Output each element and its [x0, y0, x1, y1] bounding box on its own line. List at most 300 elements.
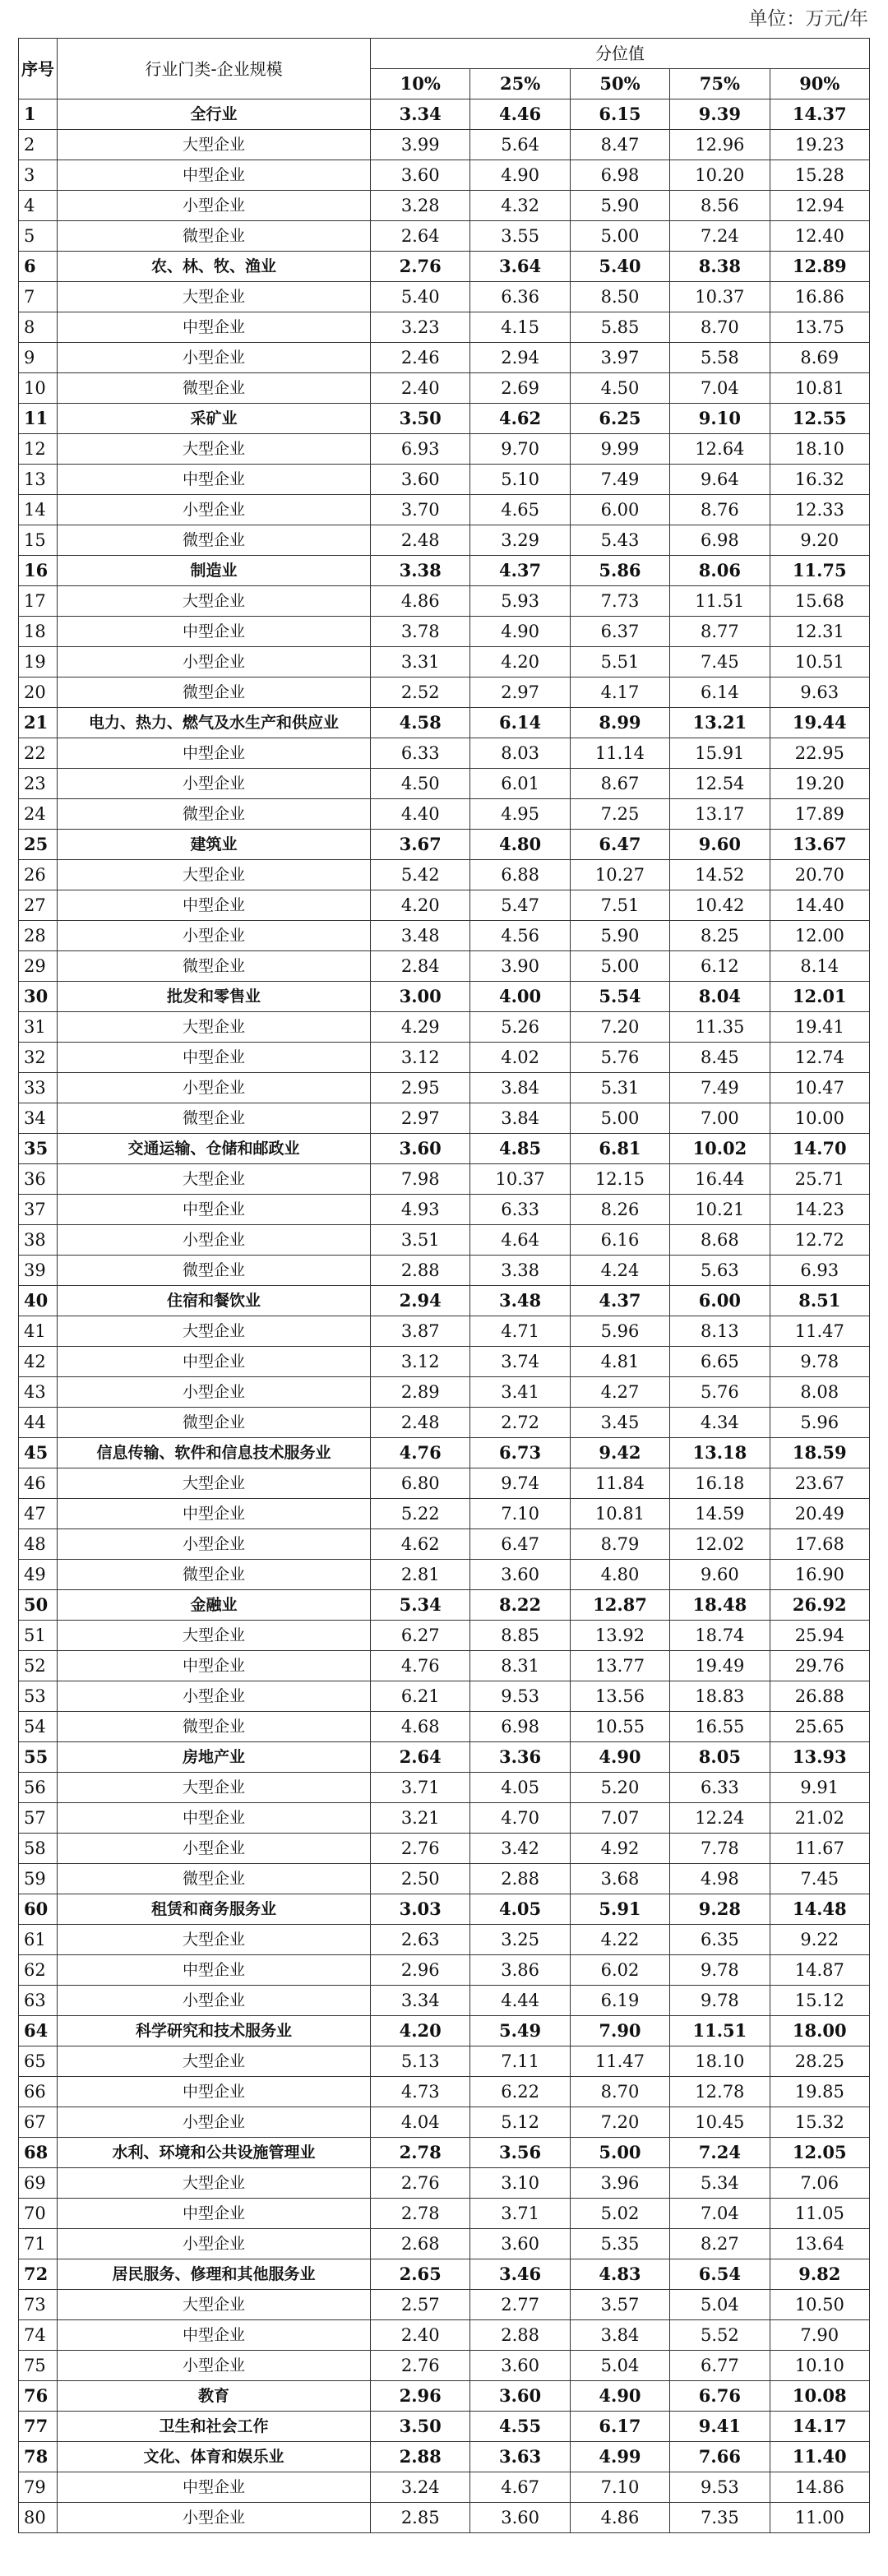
- value-q25: 6.14: [470, 708, 570, 738]
- value-q25: 7.11: [470, 2046, 570, 2077]
- value-q25: 3.64: [470, 252, 570, 282]
- value-q90: 8.51: [770, 1286, 869, 1316]
- table-row: [19, 1986, 870, 2016]
- value-q50: 6.16: [570, 1225, 669, 1256]
- value-q50: 4.81: [570, 1347, 669, 1377]
- row-number: 63: [19, 1986, 58, 2016]
- table-row: [19, 2168, 870, 2199]
- value-q25: 4.05: [470, 1773, 570, 1803]
- value-q25: 4.32: [470, 191, 570, 221]
- header-q90: 90%: [770, 69, 869, 99]
- value-q75: 5.52: [670, 2320, 770, 2351]
- table-row: [19, 191, 870, 221]
- value-q10: 4.86: [371, 586, 470, 617]
- value-q25: 4.55: [470, 2412, 570, 2442]
- row-number: 73: [19, 2290, 58, 2320]
- value-q10: 4.20: [371, 890, 470, 921]
- value-q90: 12.94: [770, 191, 869, 221]
- value-q90: 12.33: [770, 495, 869, 525]
- table-row: [19, 586, 870, 617]
- value-q25: 2.97: [470, 678, 570, 708]
- table-row: [19, 1864, 870, 1894]
- table-row: [19, 2412, 870, 2442]
- value-q90: 12.31: [770, 617, 869, 647]
- row-number: 9: [19, 343, 58, 373]
- table-row: [19, 1560, 870, 1590]
- table-row: [19, 1681, 870, 1712]
- value-q10: 2.88: [371, 2442, 470, 2472]
- row-number: 8: [19, 312, 58, 343]
- value-q50: 4.37: [570, 1286, 669, 1316]
- value-q50: 5.86: [570, 556, 669, 586]
- value-q25: 4.46: [470, 99, 570, 130]
- value-q50: 3.68: [570, 1864, 669, 1894]
- value-q25: 2.88: [470, 1864, 570, 1894]
- industry-name: 小型企业: [58, 769, 371, 799]
- value-q25: 3.60: [470, 2381, 570, 2412]
- value-q75: 11.35: [670, 1012, 770, 1043]
- value-q10: 4.04: [371, 2107, 470, 2138]
- value-q90: 14.17: [770, 2412, 869, 2442]
- value-q50: 12.87: [570, 1590, 669, 1621]
- value-q50: 4.27: [570, 1377, 669, 1408]
- value-q75: 8.06: [670, 556, 770, 586]
- value-q10: 4.93: [371, 1195, 470, 1225]
- value-q10: 3.12: [371, 1043, 470, 1073]
- value-q10: 3.60: [371, 1134, 470, 1164]
- industry-name: 大型企业: [58, 1773, 371, 1803]
- value-q75: 13.17: [670, 799, 770, 830]
- table-row: [19, 2472, 870, 2503]
- value-q10: 3.50: [371, 2412, 470, 2442]
- value-q10: 4.58: [371, 708, 470, 738]
- value-q90: 10.81: [770, 373, 869, 404]
- value-q90: 19.44: [770, 708, 869, 738]
- value-q25: 8.31: [470, 1651, 570, 1681]
- row-number: 65: [19, 2046, 58, 2077]
- value-q25: 3.60: [470, 1560, 570, 1590]
- value-q10: 3.71: [371, 1773, 470, 1803]
- row-number: 5: [19, 221, 58, 252]
- value-q75: 7.78: [670, 1834, 770, 1864]
- industry-name: 中型企业: [58, 890, 371, 921]
- value-q90: 19.23: [770, 130, 869, 160]
- table-row: [19, 1651, 870, 1681]
- value-q90: 9.91: [770, 1773, 869, 1803]
- value-q25: 3.84: [470, 1073, 570, 1103]
- value-q75: 16.44: [670, 1164, 770, 1195]
- value-q90: 6.93: [770, 1256, 869, 1286]
- value-q25: 3.29: [470, 525, 570, 556]
- value-q75: 8.25: [670, 921, 770, 951]
- value-q50: 8.79: [570, 1529, 669, 1560]
- value-q10: 2.94: [371, 1286, 470, 1316]
- value-q10: 7.98: [371, 1164, 470, 1195]
- value-q75: 11.51: [670, 2016, 770, 2046]
- row-number: 23: [19, 769, 58, 799]
- row-number: 25: [19, 830, 58, 860]
- industry-name: 中型企业: [58, 1803, 371, 1834]
- value-q50: 5.00: [570, 1103, 669, 1134]
- value-q75: 6.65: [670, 1347, 770, 1377]
- row-number: 51: [19, 1621, 58, 1651]
- value-q25: 6.36: [470, 282, 570, 312]
- value-q10: 2.40: [371, 2320, 470, 2351]
- header-quantile-group: 分位值: [371, 39, 870, 69]
- value-q10: 3.34: [371, 99, 470, 130]
- value-q75: 9.28: [670, 1894, 770, 1925]
- row-number: 18: [19, 617, 58, 647]
- value-q90: 15.12: [770, 1986, 869, 2016]
- value-q75: 8.56: [670, 191, 770, 221]
- table-row: [19, 769, 870, 799]
- value-q90: 5.96: [770, 1408, 869, 1438]
- value-q75: 7.00: [670, 1103, 770, 1134]
- value-q50: 7.07: [570, 1803, 669, 1834]
- industry-name: 全行业: [58, 99, 371, 130]
- value-q50: 5.04: [570, 2351, 669, 2381]
- table-row: [19, 951, 870, 982]
- table-row: [19, 1134, 870, 1164]
- industry-name: 大型企业: [58, 2290, 371, 2320]
- value-q90: 8.14: [770, 951, 869, 982]
- row-number: 71: [19, 2229, 58, 2259]
- industry-name: 卫生和社会工作: [58, 2412, 371, 2442]
- row-number: 19: [19, 647, 58, 678]
- value-q50: 8.50: [570, 282, 669, 312]
- value-q50: 10.27: [570, 860, 669, 890]
- industry-name: 大型企业: [58, 1621, 371, 1651]
- value-q75: 19.49: [670, 1651, 770, 1681]
- value-q25: 3.38: [470, 1256, 570, 1286]
- industry-name: 小型企业: [58, 647, 371, 678]
- row-number: 43: [19, 1377, 58, 1408]
- value-q25: 4.64: [470, 1225, 570, 1256]
- industry-name: 大型企业: [58, 1925, 371, 1955]
- value-q90: 11.47: [770, 1316, 869, 1347]
- value-q50: 6.19: [570, 1986, 669, 2016]
- table-row: [19, 221, 870, 252]
- table-row: [19, 1925, 870, 1955]
- value-q75: 9.39: [670, 99, 770, 130]
- industry-name: 信息传输、软件和信息技术服务业: [58, 1438, 371, 1468]
- table-row: [19, 1347, 870, 1377]
- value-q90: 9.22: [770, 1925, 869, 1955]
- value-q90: 13.64: [770, 2229, 869, 2259]
- value-q50: 7.25: [570, 799, 669, 830]
- value-q75: 6.98: [670, 525, 770, 556]
- value-q75: 7.49: [670, 1073, 770, 1103]
- value-q50: 5.43: [570, 525, 669, 556]
- industry-name: 中型企业: [58, 312, 371, 343]
- row-number: 55: [19, 1742, 58, 1773]
- table-row: [19, 678, 870, 708]
- value-q50: 5.40: [570, 252, 669, 282]
- value-q25: 3.25: [470, 1925, 570, 1955]
- row-number: 13: [19, 465, 58, 495]
- value-q90: 25.65: [770, 1712, 869, 1742]
- value-q90: 11.40: [770, 2442, 869, 2472]
- value-q25: 6.98: [470, 1712, 570, 1742]
- row-number: 66: [19, 2077, 58, 2107]
- industry-name: 小型企业: [58, 1529, 371, 1560]
- value-q75: 11.51: [670, 586, 770, 617]
- row-number: 26: [19, 860, 58, 890]
- table-row: [19, 647, 870, 678]
- value-q25: 3.90: [470, 951, 570, 982]
- value-q25: 8.03: [470, 738, 570, 769]
- row-number: 36: [19, 1164, 58, 1195]
- value-q10: 3.28: [371, 191, 470, 221]
- table-row: [19, 2199, 870, 2229]
- industry-name: 中型企业: [58, 465, 371, 495]
- value-q50: 12.15: [570, 1164, 669, 1195]
- value-q90: 7.06: [770, 2168, 869, 2199]
- header-q75: 75%: [670, 69, 770, 99]
- row-number: 22: [19, 738, 58, 769]
- row-number: 67: [19, 2107, 58, 2138]
- value-q75: 5.34: [670, 2168, 770, 2199]
- value-q75: 15.91: [670, 738, 770, 769]
- table-row: [19, 495, 870, 525]
- table-row: [19, 2320, 870, 2351]
- industry-name: 中型企业: [58, 160, 371, 191]
- table-row: [19, 1773, 870, 1803]
- header-q25: 25%: [470, 69, 570, 99]
- value-q25: 4.44: [470, 1986, 570, 2016]
- industry-name: 微型企业: [58, 1864, 371, 1894]
- row-number: 32: [19, 1043, 58, 1073]
- value-q10: 2.78: [371, 2138, 470, 2168]
- industry-name: 中型企业: [58, 2472, 371, 2503]
- value-q50: 5.91: [570, 1894, 669, 1925]
- table-row: [19, 2259, 870, 2290]
- value-q75: 8.68: [670, 1225, 770, 1256]
- industry-name: 住宿和餐饮业: [58, 1286, 371, 1316]
- row-number: 33: [19, 1073, 58, 1103]
- row-number: 28: [19, 921, 58, 951]
- value-q90: 29.76: [770, 1651, 869, 1681]
- value-q10: 2.84: [371, 951, 470, 982]
- table-row: [19, 2077, 870, 2107]
- row-number: 64: [19, 2016, 58, 2046]
- row-number: 24: [19, 799, 58, 830]
- row-number: 70: [19, 2199, 58, 2229]
- value-q75: 5.04: [670, 2290, 770, 2320]
- value-q50: 9.99: [570, 434, 669, 465]
- row-number: 4: [19, 191, 58, 221]
- value-q75: 6.00: [670, 1286, 770, 1316]
- value-q75: 13.18: [670, 1438, 770, 1468]
- table-row: [19, 373, 870, 404]
- value-q90: 10.50: [770, 2290, 869, 2320]
- table-row: [19, 1316, 870, 1347]
- value-q10: 2.81: [371, 1560, 470, 1590]
- table-row: [19, 525, 870, 556]
- value-q90: 14.40: [770, 890, 869, 921]
- industry-name: 小型企业: [58, 495, 371, 525]
- value-q25: 3.10: [470, 2168, 570, 2199]
- value-q90: 22.95: [770, 738, 869, 769]
- value-q50: 4.17: [570, 678, 669, 708]
- value-q50: 7.20: [570, 1012, 669, 1043]
- value-q90: 10.51: [770, 647, 869, 678]
- value-q90: 8.69: [770, 343, 869, 373]
- value-q25: 3.41: [470, 1377, 570, 1408]
- value-q90: 18.00: [770, 2016, 869, 2046]
- industry-name: 电力、热力、燃气及水生产和供应业: [58, 708, 371, 738]
- value-q75: 14.59: [670, 1499, 770, 1529]
- row-number: 42: [19, 1347, 58, 1377]
- value-q25: 4.70: [470, 1803, 570, 1834]
- value-q10: 4.76: [371, 1438, 470, 1468]
- row-number: 44: [19, 1408, 58, 1438]
- industry-name: 中型企业: [58, 1499, 371, 1529]
- row-number: 61: [19, 1925, 58, 1955]
- value-q25: 6.47: [470, 1529, 570, 1560]
- industry-name: 小型企业: [58, 191, 371, 221]
- row-number: 10: [19, 373, 58, 404]
- value-q50: 5.00: [570, 2138, 669, 2168]
- value-q90: 10.08: [770, 2381, 869, 2412]
- industry-name: 大型企业: [58, 434, 371, 465]
- value-q50: 4.83: [570, 2259, 669, 2290]
- value-q25: 2.69: [470, 373, 570, 404]
- value-q75: 18.83: [670, 1681, 770, 1712]
- value-q50: 3.97: [570, 343, 669, 373]
- value-q75: 12.78: [670, 2077, 770, 2107]
- row-number: 12: [19, 434, 58, 465]
- table-row: [19, 1164, 870, 1195]
- value-q75: 8.77: [670, 617, 770, 647]
- value-q50: 5.20: [570, 1773, 669, 1803]
- value-q75: 6.33: [670, 1773, 770, 1803]
- value-q90: 9.63: [770, 678, 869, 708]
- row-number: 6: [19, 252, 58, 282]
- value-q10: 5.22: [371, 1499, 470, 1529]
- value-q75: 7.45: [670, 647, 770, 678]
- row-number: 50: [19, 1590, 58, 1621]
- value-q75: 9.78: [670, 1955, 770, 1986]
- value-q10: 6.80: [371, 1468, 470, 1499]
- value-q10: 2.65: [371, 2259, 470, 2290]
- value-q10: 4.73: [371, 2077, 470, 2107]
- value-q75: 6.35: [670, 1925, 770, 1955]
- row-number: 77: [19, 2412, 58, 2442]
- wage-quantile-table: [18, 38, 870, 2533]
- value-q90: 12.01: [770, 982, 869, 1012]
- value-q90: 15.32: [770, 2107, 869, 2138]
- value-q10: 2.76: [371, 1834, 470, 1864]
- value-q10: 3.38: [371, 556, 470, 586]
- value-q50: 7.73: [570, 586, 669, 617]
- table-row: [19, 1955, 870, 1986]
- table-row: [19, 860, 870, 890]
- value-q10: 3.67: [371, 830, 470, 860]
- table-row: [19, 252, 870, 282]
- value-q50: 5.02: [570, 2199, 669, 2229]
- value-q10: 6.27: [371, 1621, 470, 1651]
- value-q75: 4.34: [670, 1408, 770, 1438]
- industry-name: 建筑业: [58, 830, 371, 860]
- value-q25: 3.55: [470, 221, 570, 252]
- value-q25: 3.36: [470, 1742, 570, 1773]
- value-q10: 2.78: [371, 2199, 470, 2229]
- industry-name: 微型企业: [58, 1103, 371, 1134]
- value-q75: 12.54: [670, 769, 770, 799]
- value-q90: 14.86: [770, 2472, 869, 2503]
- header-q50: 50%: [570, 69, 669, 99]
- value-q25: 3.63: [470, 2442, 570, 2472]
- value-q10: 2.85: [371, 2503, 470, 2533]
- value-q75: 10.21: [670, 1195, 770, 1225]
- value-q25: 10.37: [470, 1164, 570, 1195]
- value-q25: 3.71: [470, 2199, 570, 2229]
- value-q25: 5.47: [470, 890, 570, 921]
- table-row: [19, 982, 870, 1012]
- value-q10: 3.70: [371, 495, 470, 525]
- value-q75: 10.20: [670, 160, 770, 191]
- value-q50: 6.81: [570, 1134, 669, 1164]
- value-q75: 8.13: [670, 1316, 770, 1347]
- table-row: [19, 1712, 870, 1742]
- value-q10: 5.34: [371, 1590, 470, 1621]
- value-q25: 5.64: [470, 130, 570, 160]
- value-q50: 11.84: [570, 1468, 669, 1499]
- table-row: [19, 2016, 870, 2046]
- value-q90: 8.08: [770, 1377, 869, 1408]
- row-number: 7: [19, 282, 58, 312]
- table-row: [19, 1377, 870, 1408]
- industry-name: 小型企业: [58, 2351, 371, 2381]
- value-q50: 6.37: [570, 617, 669, 647]
- value-q50: 7.51: [570, 890, 669, 921]
- value-q25: 4.67: [470, 2472, 570, 2503]
- value-q75: 6.14: [670, 678, 770, 708]
- industry-name: 制造业: [58, 556, 371, 586]
- value-q10: 4.68: [371, 1712, 470, 1742]
- value-q50: 4.92: [570, 1834, 669, 1864]
- value-q10: 5.42: [371, 860, 470, 890]
- value-q50: 6.00: [570, 495, 669, 525]
- value-q25: 4.90: [470, 617, 570, 647]
- industry-name: 小型企业: [58, 1681, 371, 1712]
- value-q90: 13.75: [770, 312, 869, 343]
- industry-name: 水利、环境和公共设施管理业: [58, 2138, 371, 2168]
- value-q90: 12.40: [770, 221, 869, 252]
- value-q90: 17.89: [770, 799, 869, 830]
- value-q25: 5.93: [470, 586, 570, 617]
- value-q10: 2.50: [371, 1864, 470, 1894]
- value-q10: 6.93: [371, 434, 470, 465]
- row-number: 17: [19, 586, 58, 617]
- value-q10: 3.34: [371, 1986, 470, 2016]
- value-q90: 11.00: [770, 2503, 869, 2533]
- value-q75: 9.53: [670, 2472, 770, 2503]
- value-q90: 16.32: [770, 465, 869, 495]
- industry-name: 小型企业: [58, 1834, 371, 1864]
- row-number: 52: [19, 1651, 58, 1681]
- value-q50: 5.31: [570, 1073, 669, 1103]
- row-number: 30: [19, 982, 58, 1012]
- industry-name: 中型企业: [58, 738, 371, 769]
- value-q75: 7.04: [670, 2199, 770, 2229]
- value-q75: 6.54: [670, 2259, 770, 2290]
- value-q75: 10.42: [670, 890, 770, 921]
- table-row: [19, 1834, 870, 1864]
- row-number: 76: [19, 2381, 58, 2412]
- value-q50: 3.57: [570, 2290, 669, 2320]
